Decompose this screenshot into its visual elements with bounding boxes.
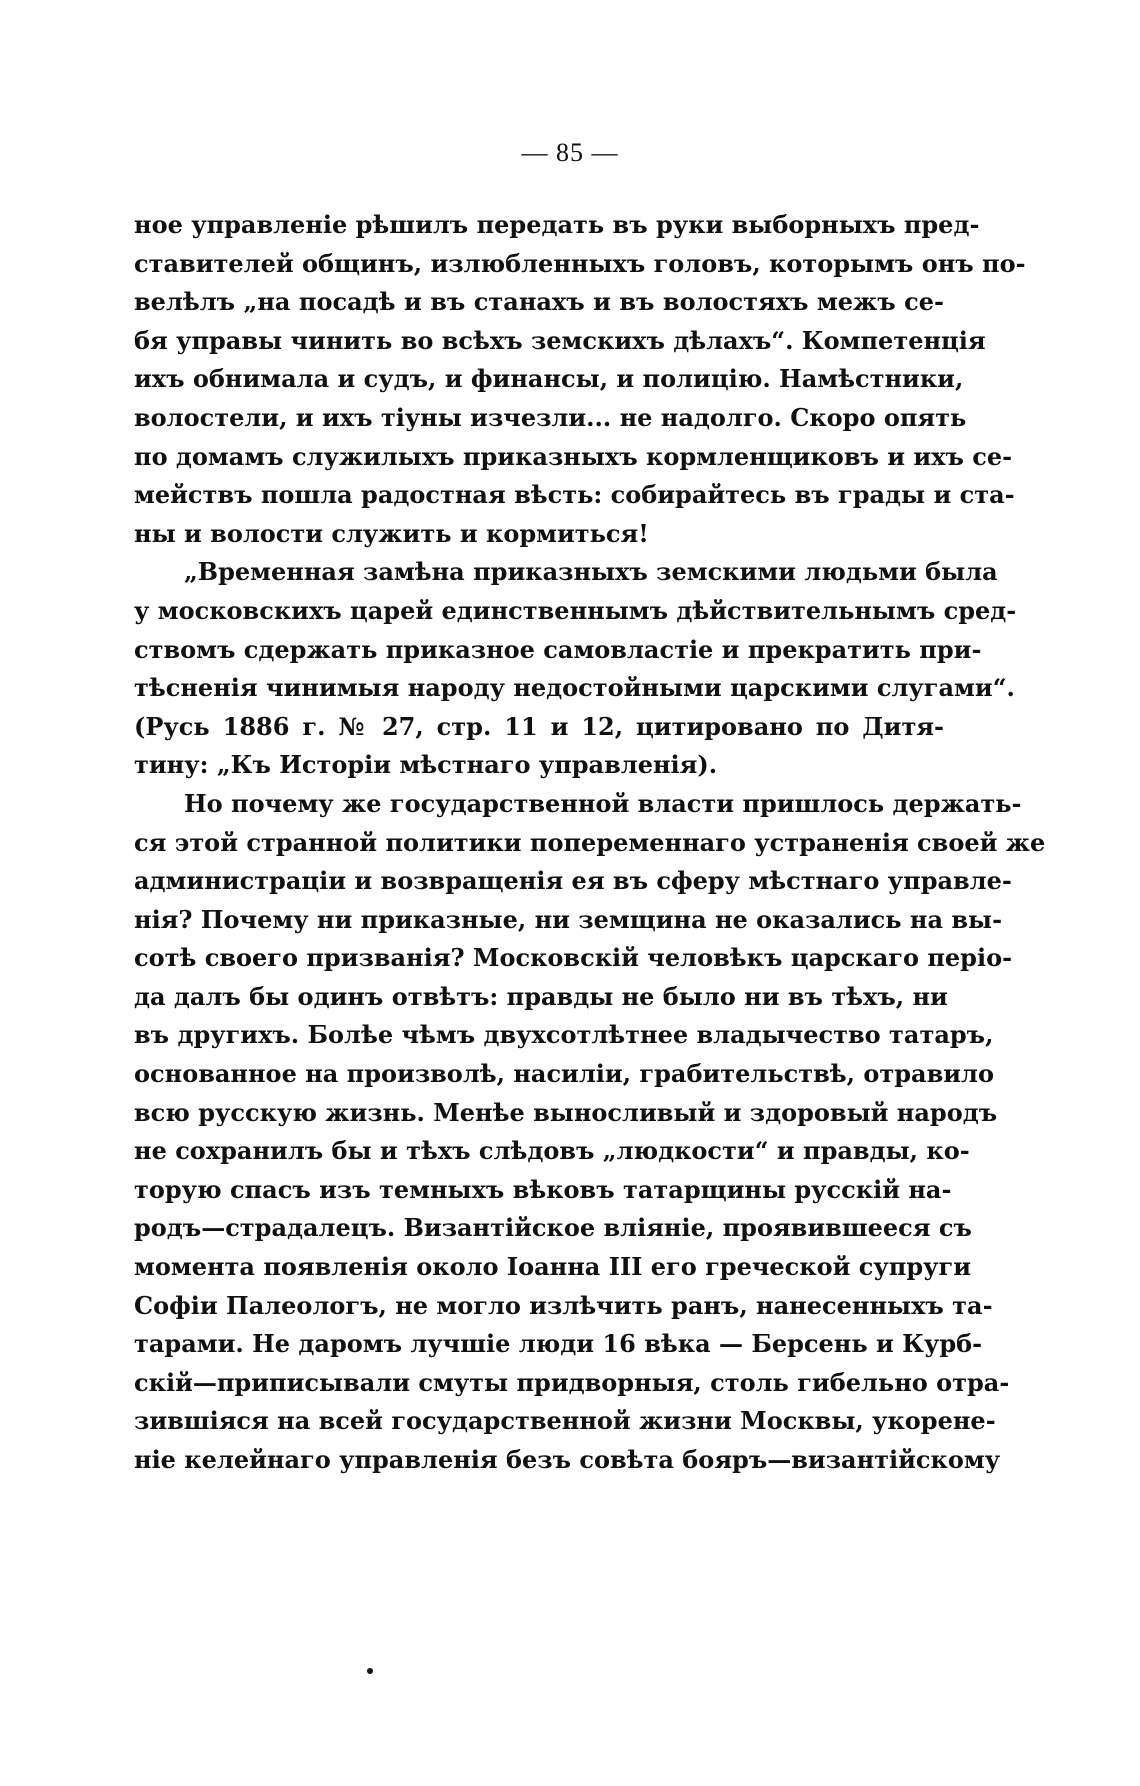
text-line: сотѣ своего призванія? Московскій человѣкъ царскаго періо- <box>134 943 1013 973</box>
text-line: момента появленія около Іоанна III его греческой супруги <box>134 1252 971 1282</box>
text-line: ставителей общинъ, излюбленныхъ головъ, которымъ онъ по- <box>134 248 1026 278</box>
text-line: тѣсненія чинимыя народу недостойными царскими слугами“. <box>134 673 1015 703</box>
text-line: волостели, и ихъ тіуны изчезли... не надолго. Скоро опять <box>134 402 967 432</box>
text-line: бя управы чинить во всѣхъ земскихъ дѣлахъ“. Компетенція <box>134 325 986 355</box>
quote-first-line: „Временная замѣна приказныхъ земскими людьми была <box>184 557 998 587</box>
page-number: — 85 — <box>521 138 619 167</box>
text-line: администраціи и возвращенія ея въ сферу мѣстнаго управле- <box>134 866 1012 896</box>
text-line: родъ—страдалецъ. Византійское вліяніе, проявившееся съ <box>134 1213 972 1243</box>
text-line: тарами. Не даромъ лучшіе люди 16 вѣка — Берсень и Курб- <box>134 1329 983 1359</box>
text-line: да далъ бы одинъ отвѣтъ: правды не было ни въ тѣхъ, ни <box>134 981 948 1011</box>
text-line: ихъ обнимала и судъ, и финансы, и полицію. Намѣстники, <box>134 364 964 394</box>
text-line: торую спасъ изъ темныхъ вѣковъ татарщины русскій на- <box>134 1174 952 1204</box>
text-line: мействъ пошла радостная вѣсть: собирайтесь въ грады и ста- <box>134 480 1015 510</box>
text-line: основанное на произволѣ, насиліи, грабительствѣ, отравило <box>134 1059 994 1089</box>
paragraph-end-line: тину: „Къ Исторіи мѣстнаго управленія). <box>134 750 718 780</box>
citation-line: (Русь 1886 г. № 27, стр. 11 и 12, цитировано по Дитя- <box>134 711 944 741</box>
text-line: у московскихъ царей единственнымъ дѣйствительнымъ сред- <box>134 595 1017 625</box>
text-line: не сохранилъ бы и тѣхъ слѣдовъ „людкости“ и правды, ко- <box>134 1136 970 1166</box>
text-line: ное управленіе рѣшилъ передать въ руки выборныхъ пред- <box>134 210 980 239</box>
text-line: Софіи Палеологъ, не могло излѣчить ранъ, нанесенныхъ та- <box>134 1290 993 1320</box>
printer-dot-mark <box>367 1668 373 1674</box>
paragraph-first-line: Но почему же государственной власти пришлось держать- <box>184 788 1022 818</box>
text-line: по домамъ служилыхъ приказныхъ кормленщиковъ и ихъ се- <box>134 441 1013 471</box>
text-line: зившіяся на всей государственной жизни Москвы, укорене- <box>134 1406 996 1436</box>
text-line: ніе келейнаго управленія безъ совѣта бояръ—византійскому <box>134 1445 1001 1474</box>
text-line: нія? Почему ни приказные, ни земщина не оказались на вы- <box>134 904 1003 934</box>
paragraph-end-line: ны и волости служить и кормиться! <box>134 518 649 548</box>
text-line: ся этой странной политики попеременнаго устраненія своей же <box>134 827 1046 857</box>
text-line: ствомъ сдержать приказное самовластіе и прекратить при- <box>134 634 982 664</box>
text-line: въ другихъ. Болѣе чѣмъ двухсотлѣтнее владычество татаръ, <box>134 1020 994 1050</box>
text-line: всю русскую жизнь. Менѣе выносливый и здоровый народъ <box>134 1097 998 1127</box>
text-line: велѣлъ „на посадѣ и въ станахъ и въ волостяхъ межъ се- <box>134 287 944 317</box>
text-line: скій—приписывали смуты придворныя, столь гибельно отра- <box>134 1367 1010 1397</box>
body-text <box>134 206 1046 1480</box>
